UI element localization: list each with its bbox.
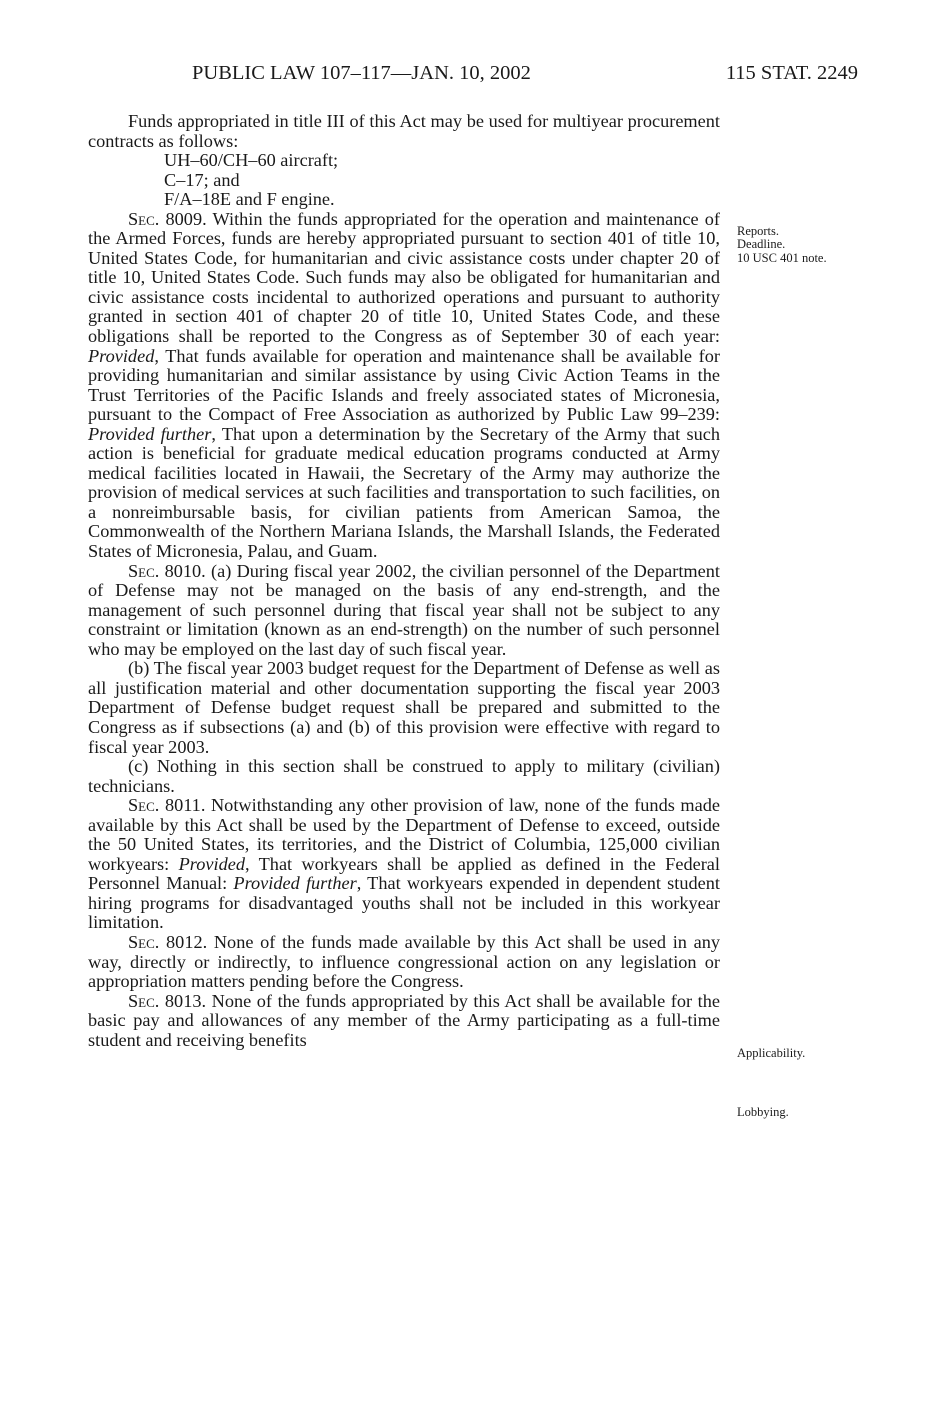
- section-number: 8013.: [159, 990, 212, 1011]
- section-label: Sec.: [128, 795, 160, 816]
- subsection-b: (b) The fiscal year 2003 budget request for the Department of Defense as well as all justification material and other documentation supporting the fiscal year 2003 Department of Defense budget request shall be prepared and submitted to the Congress as if subsections (a) and (b) of this provision were effective with regard to fiscal year 2003.: [88, 658, 720, 757]
- list-item: UH–60/CH–60 aircraft;: [164, 150, 339, 171]
- margin-note-usc: 10 USC 401 note.: [737, 251, 827, 265]
- section-8013: [88, 992, 720, 1051]
- section-8009: [88, 210, 720, 562]
- paragraph-intro: Funds appropriated in title III of this Act may be used for multiyear procurement contracts as follows:: [88, 111, 720, 151]
- section-number: 8010.: [159, 560, 212, 581]
- subsection-c: (c) Nothing in this section shall be construed to apply to military (civilian) technicians.: [88, 756, 720, 796]
- section-text: , That funds available for operation and maintenance shall be available for providing humanitarian and similar assistance by using Civic Action Teams in the Trust Territories of the Pacific Islands and freely associated states of Micronesia, pursuant to the Compact of Free Association as authorized by Public Law 99–239:: [88, 345, 720, 425]
- running-head-title: PUBLIC LAW 107–117—JAN. 10, 2002: [192, 62, 531, 84]
- section-label: Sec.: [128, 990, 160, 1011]
- section-text: Notwithstanding any other provision of law, none of the funds made available by this Act shall be used by the Department of Defense to exceed, outside the 50 United States, its territories, and the District of Columbia, 125,000 civilian workyears:: [88, 795, 720, 874]
- section-label: Sec.: [128, 931, 160, 952]
- page-body: [88, 112, 720, 1050]
- section-text: (a) During fiscal year 2002, the civilian personnel of the Department of Defense may not be managed on the basis of any end-strength, and the management of such personnel during that fiscal year shall not be subject to any constraint or limitation (known as an end-strength) on the number of such personnel who may be employed on the last day of such fiscal year.: [88, 560, 720, 659]
- list-item: C–17; and: [164, 169, 240, 190]
- section-text: None of the funds made available by this Act shall be used in any way, directly or indirectly, to influence congressional action on any legislation or appropriation matters pending before the Congress.: [88, 931, 721, 992]
- proviso-italic: Provided: [88, 345, 155, 366]
- section-text: None of the funds appropriated by this Act shall be available for the basic pay and allowances of any member of the Army participating as a full-time student and receiving benefits: [88, 990, 720, 1050]
- proviso-italic: Provided: [178, 853, 245, 874]
- page-header: [0, 62, 947, 90]
- section-text: , That upon a determination by the Secretary of the Army that such action is beneficial for graduate medical education programs conducted at Army medical facilities located in Hawaii, the Secretary of the Army may authorize the provision of medical services at such facilities and transportation to such facilities, on a nonreimbursable basis, for civilian patients from American Samoa, the Commonwealth of the Northern Mariana Islands, the Marshall Islands, the Federated States of Micronesia, Palau, and Guam.: [88, 423, 720, 562]
- section-label: Sec.: [128, 560, 160, 581]
- proviso-italic: Provided further: [88, 423, 212, 444]
- section-number: 8011.: [159, 795, 211, 816]
- section-8012: [88, 933, 720, 992]
- section-text: , That workyears expended in dependent student hiring programs for disadvantaged youths shall not be included in this workyear limitation.: [88, 873, 720, 933]
- section-number: 8009.: [159, 208, 213, 229]
- section-text: Within the funds appropriated for the operation and maintenance of the Armed Forces, funds are hereby appropriated pursuant to section 401 of title 10, United States Code, for humanitarian and civic assistance costs under chapter 20 of title 10, United States Code. Such funds may also be obligated for humanitarian and civic assistance costs incidental to authorized operations and pursuant to authority granted in section 401 of chapter 20 of title 10, United States Code, and these obligations shall be reported to the Congress as of September 30 of each year:: [88, 208, 720, 347]
- section-8011: [88, 796, 720, 933]
- margin-note-applicability: Applicability.: [737, 1046, 806, 1060]
- proviso-italic: Provided further: [233, 873, 357, 894]
- margin-note-deadline: Deadline.: [737, 237, 786, 251]
- margin-note-lobbying: Lobbying.: [737, 1105, 789, 1119]
- section-8010: [88, 562, 720, 660]
- margin-note-reports: Reports.: [737, 224, 780, 238]
- section-label: Sec.: [128, 208, 160, 229]
- statute-page-number: 115 STAT. 2249: [725, 62, 858, 84]
- section-text: , That workyears shall be applied as defined in the Federal Personnel Manual:: [88, 853, 720, 894]
- section-number: 8012.: [159, 931, 214, 952]
- list-item: F/A–18E and F engine.: [164, 189, 335, 210]
